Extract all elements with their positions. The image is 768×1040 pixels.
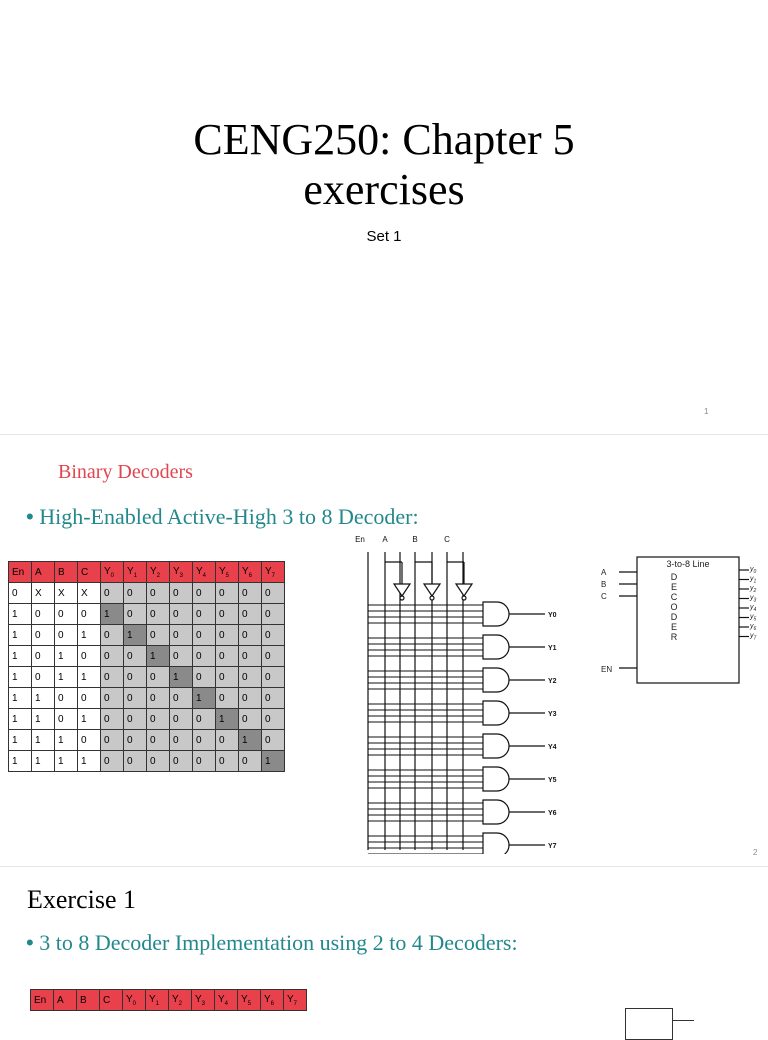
table-cell: 1 [55,751,78,772]
section-title: Binary Decoders [58,461,193,483]
table-cell: 1 [9,730,32,751]
table-cell: 1 [78,667,101,688]
table-cell: 0 [239,625,262,646]
table-cell: 1 [55,730,78,751]
inverter-icon [394,584,410,596]
table-cell: 0 [216,646,239,667]
block-letter: O [670,602,678,612]
table-row [9,688,285,709]
table-cell: 1 [170,667,193,688]
table-cell: 1 [9,667,32,688]
header-cell: En [31,990,54,1011]
table-cell: 0 [55,604,78,625]
slide-divider [0,434,768,435]
table-cell: 0 [262,604,285,625]
title-line-2: exercises [303,165,465,214]
bullet-decoder [26,504,419,530]
block-input-label: C [601,592,607,601]
block-output-label: $y_3$ [750,594,757,604]
block-letter: D [670,612,678,622]
header-cell: $Y_2$ [169,990,192,1011]
table-cell: 0 [170,625,193,646]
table-cell: 1 [124,625,147,646]
decoder-output-line [672,1020,694,1021]
table-cell: 0 [147,709,170,730]
table-cell: 0 [78,688,101,709]
inverter-bubble-icon [400,596,404,600]
header-cell: $Y_1$ [146,990,169,1011]
table-cell: 0 [101,646,124,667]
block-letter: E [670,622,678,632]
table-header-row [9,562,285,583]
table-cell: 0 [239,583,262,604]
table-cell: 0 [147,751,170,772]
block-heading: 3-to-8 Line [666,559,710,569]
table-cell: 0 [193,604,216,625]
header-cell: En [9,562,32,583]
table-cell: 0 [262,625,285,646]
table-row [9,751,285,772]
table-row [9,604,285,625]
block-enable-label: EN [601,665,613,674]
table-cell: 0 [55,709,78,730]
table-cell: X [32,583,55,604]
table-cell: 0 [101,688,124,709]
table-cell: 0 [239,604,262,625]
table-row [9,583,285,604]
table-cell: 0 [239,688,262,709]
header-cell: C [78,562,101,583]
table-cell: 0 [239,667,262,688]
table-cell: 1 [78,751,101,772]
block-output-subscript: 2 [753,588,757,594]
table-cell: 0 [216,751,239,772]
table-cell: 0 [193,709,216,730]
block-letter: C [670,592,678,602]
table-cell: 0 [32,646,55,667]
and-gate-icon [483,833,509,854]
block-output-label: $y_2$ [750,585,757,594]
bullet-text: 3 to 8 Decoder Implementation using 2 to 4 Decoders: [39,930,518,955]
block-output-label: $y_4$ [750,604,757,613]
table-cell: 0 [124,583,147,604]
table-cell: 0 [101,730,124,751]
table-cell: 0 [262,667,285,688]
table-cell: 0 [78,646,101,667]
table-cell: 0 [262,583,285,604]
table-cell: 0 [147,730,170,751]
table-cell: 1 [32,709,55,730]
exercise-title: Exercise 1 [27,885,137,914]
table-cell: 1 [32,730,55,751]
and-gate-icon [483,668,509,692]
slide1-subtitle: Set 1 [366,228,402,245]
table-row [9,667,285,688]
block-letter: E [670,582,678,592]
inverter-icon [456,584,472,596]
table-row [9,646,285,667]
bullet-exercise [26,930,518,956]
header-cell: $Y_6$ [261,990,284,1011]
block-output-label: $y_1$ [750,575,757,585]
block-input-label: A [601,568,607,577]
table-cell: 0 [216,730,239,751]
table-cell: 0 [170,688,193,709]
header-cell: A [54,990,77,1011]
table-cell: 1 [32,751,55,772]
table-cell: 0 [124,751,147,772]
exercise-table [30,989,307,1011]
header-cell: $Y_1$ [124,562,147,583]
decoder-circuit [345,532,585,854]
block-letter: D [670,572,678,582]
inverter-bubble-icon [462,596,466,600]
table-cell: 0 [216,625,239,646]
output-label: Y6 [548,810,557,817]
table-cell: 0 [124,688,147,709]
input-label: En [355,535,365,544]
bullet-dot-icon: • [26,504,34,529]
input-label: A [382,535,388,544]
block-output-subscript: 6 [753,626,757,632]
slide-divider-2 [0,866,768,867]
block-letter: R [670,632,678,642]
table-cell: 1 [9,688,32,709]
table-cell: 0 [170,751,193,772]
header-cell: $Y_4$ [215,990,238,1011]
table-cell: 0 [170,646,193,667]
table-cell: 1 [9,625,32,646]
and-gate-icon [483,800,509,824]
and-gate-icon [483,701,509,725]
input-label: B [412,535,418,544]
table-cell: X [78,583,101,604]
header-cell: $Y_4$ [193,562,216,583]
header-cell: $Y_3$ [192,990,215,1011]
table-cell: 0 [124,604,147,625]
table-cell: 0 [147,583,170,604]
table-cell: 0 [193,625,216,646]
block-output-subscript: 5 [753,616,757,623]
table-cell: 1 [32,688,55,709]
table-cell: 0 [32,667,55,688]
page-number-2: 2 [753,848,758,857]
table-cell: 0 [147,604,170,625]
table-cell: 0 [101,751,124,772]
truth-table [8,561,285,772]
table-cell: 0 [124,709,147,730]
table-cell: 0 [32,604,55,625]
header-cell: $Y_3$ [170,562,193,583]
table-cell: 1 [193,688,216,709]
block-output-label: $y_7$ [750,632,757,642]
bullet-text: High-Enabled Active-High 3 to 8 Decoder: [39,504,419,529]
block-input-label: B [601,580,607,589]
table-row [9,709,285,730]
header-cell: A [32,562,55,583]
title-line-1: CENG250: Chapter 5 [193,115,575,164]
output-label: Y1 [548,645,557,652]
table-cell: 1 [55,646,78,667]
inverter-icon [424,584,440,596]
table-cell: 0 [170,604,193,625]
table-cell: 0 [101,625,124,646]
table-cell: 0 [147,667,170,688]
header-cell: C [100,990,123,1011]
block-output-label: $y_5$ [750,613,757,623]
table-cell: 1 [239,730,262,751]
table-row [9,730,285,751]
table-cell: 0 [216,688,239,709]
table-cell: 0 [193,667,216,688]
table-header-row [31,990,307,1011]
table-cell: 1 [78,709,101,730]
table-cell: 0 [216,667,239,688]
inverter-bubble-icon [430,596,434,600]
header-cell: $Y_7$ [262,562,285,583]
table-cell: 1 [9,646,32,667]
table-cell: 1 [9,604,32,625]
and-gate-icon [483,767,509,791]
decoder-block-diagram [595,552,765,687]
exercise-table-wrap [30,989,307,1011]
table-cell: 0 [193,646,216,667]
output-label: Y5 [548,777,557,784]
table-cell: 0 [101,583,124,604]
table-cell: 0 [216,604,239,625]
table-cell: 0 [32,625,55,646]
header-cell: $Y_0$ [123,990,146,1011]
table-cell: X [55,583,78,604]
header-cell: $Y_7$ [284,990,307,1011]
header-cell: $Y_5$ [216,562,239,583]
table-cell: 0 [193,730,216,751]
table-row [9,625,285,646]
table-cell: 0 [124,730,147,751]
truth-table-wrap [8,561,285,772]
table-cell: 0 [78,730,101,751]
bullet-dot-icon: • [26,930,34,955]
table-cell: 1 [55,667,78,688]
table-cell: 1 [147,646,170,667]
table-cell: 0 [55,625,78,646]
table-cell: 0 [170,583,193,604]
block-output-subscript: 3 [753,597,757,604]
table-cell: 0 [170,730,193,751]
block-output-subscript: 0 [753,569,757,575]
decoder-box-partial [625,1008,673,1040]
table-cell: 0 [239,751,262,772]
output-label: Y2 [548,678,557,685]
header-cell: B [77,990,100,1011]
table-cell: 1 [262,751,285,772]
table-cell: 0 [9,583,32,604]
table-cell: 0 [262,730,285,751]
and-gate-icon [483,734,509,758]
table-cell: 0 [101,709,124,730]
header-cell: $Y_0$ [101,562,124,583]
table-cell: 0 [193,751,216,772]
table-cell: 0 [147,688,170,709]
decoder-block [637,557,739,683]
header-cell: $Y_6$ [239,562,262,583]
input-label: C [444,535,450,544]
output-label: Y4 [548,744,557,751]
block-output-label: $y_0$ [750,566,757,575]
table-cell: 0 [262,709,285,730]
table-cell: 1 [9,709,32,730]
header-cell: $Y_5$ [238,990,261,1011]
table-cell: 0 [101,667,124,688]
table-cell: 0 [147,625,170,646]
table-cell: 0 [262,646,285,667]
table-cell: 0 [170,709,193,730]
output-label: Y3 [548,711,557,718]
table-cell: 0 [239,646,262,667]
block-output-subscript: 1 [753,578,757,585]
header-cell: B [55,562,78,583]
and-gate-icon [483,602,509,626]
table-cell: 1 [9,751,32,772]
slide1-title [0,115,768,215]
block-output-subscript: 4 [753,607,757,613]
block-output-subscript: 7 [753,635,757,642]
table-cell: 0 [78,604,101,625]
output-label: Y7 [548,843,557,850]
block-output-label: $y_6$ [750,623,757,632]
output-label: Y0 [548,612,557,619]
table-cell: 0 [124,667,147,688]
table-cell: 0 [262,688,285,709]
table-cell: 0 [124,646,147,667]
table-cell: 1 [78,625,101,646]
table-cell: 0 [55,688,78,709]
table-cell: 0 [216,583,239,604]
header-cell: $Y_2$ [147,562,170,583]
and-gate-icon [483,635,509,659]
table-cell: 1 [216,709,239,730]
table-cell: 0 [193,583,216,604]
page-number-1: 1 [704,407,709,416]
table-cell: 1 [101,604,124,625]
table-cell: 0 [239,709,262,730]
